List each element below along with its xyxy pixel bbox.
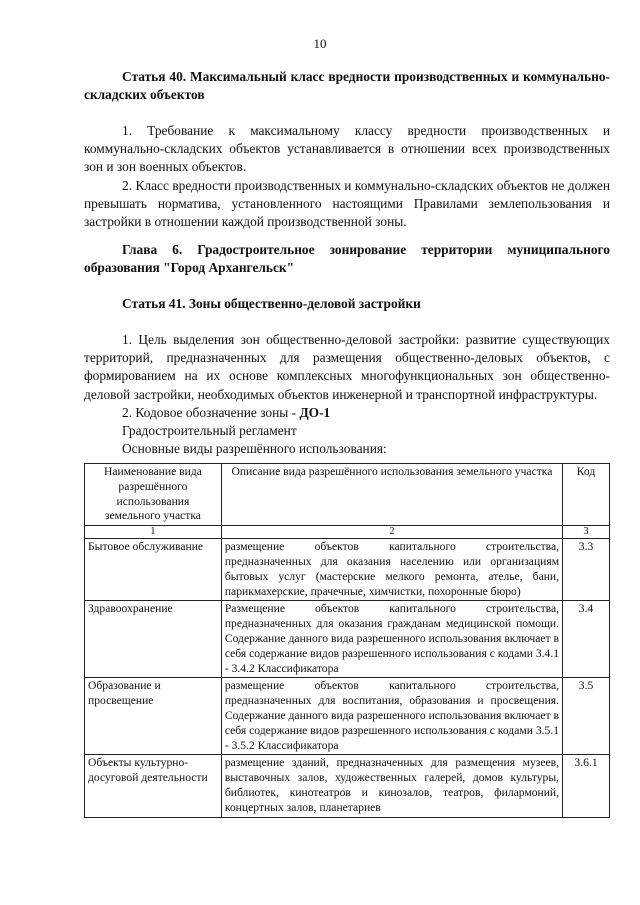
article-40-heading: Статья 40. Максимальный класс вредности производственных и коммунально-складских объектов	[84, 69, 610, 103]
header-description: Описание вида разрешённого использования земельного участка	[221, 464, 562, 526]
use-name: Объекты культурно-досуговой деятельности	[85, 755, 222, 817]
article-41-heading: Статья 41. Зоны общественно-деловой застройки	[122, 296, 421, 311]
column-number: 1	[85, 526, 222, 539]
use-name: Здравоохранение	[85, 601, 222, 678]
use-code: 3.4	[563, 601, 610, 678]
table-row	[85, 678, 610, 755]
use-code: 3.5	[563, 678, 610, 755]
use-description: размещение объектов капитального строительства, предназначенных для воспитания, образования и просвещения. Содержание данного вида разрешенного использования включает в себя содержание видов разрешенного использования с кодами 3.5.1 - 3.5.2 Классификатора	[221, 678, 562, 755]
use-description: Размещение объектов капитального строительства, предназначенных для оказания гражданам медицинской помощи. Содержание данного вида разрешенного использования включает в себя содержание видов разрешенного использования с кодами 3.4.1 - 3.4.2 Классификатора	[221, 601, 562, 678]
article-40-body	[84, 122, 610, 231]
table-column-numbers	[85, 526, 610, 539]
header-code: Код	[563, 464, 610, 526]
zone-code-line	[84, 404, 610, 422]
page-number: 10	[313, 36, 327, 51]
use-code: 3.3	[563, 539, 610, 601]
permitted-uses-table	[84, 463, 610, 818]
reglament-label: Градостроительный регламент	[122, 423, 297, 439]
article-41-paragraph-1: 1. Цель выделения зон общественно-деловой застройки: развитие существующих территорий, предназначенных для размещения общественно-деловых объектов, с формированием на их основе комплексных многофункциональных зон общественно-деловой застройки, необходимых объектов инженерной и транспортной инфраструктуры.	[84, 332, 610, 402]
table-header-row	[85, 464, 610, 526]
use-name: Бытовое обслуживание	[85, 539, 222, 601]
table-row	[85, 539, 610, 601]
article-40-paragraph-1: 1. Требование к максимальному классу вредности производственных и коммунально-складских объектов устанавливается в отношении всех производственных зон и зон военных объектов.	[84, 123, 610, 175]
use-name: Образование и просвещение	[85, 678, 222, 755]
main-uses-label: Основные виды разрешённого использования:	[122, 441, 387, 457]
header-name: Наименование вида разрешённого использования земельного участка	[85, 464, 222, 526]
column-number: 3	[563, 526, 610, 539]
article-40-paragraph-2: 2. Класс вредности производственных и коммунально-складских объектов не должен превышать норматива, установленного настоящими Правилами землепользования и застройки в отношении каждой производственной зоны.	[84, 177, 610, 230]
article-41-body	[84, 331, 610, 458]
use-code: 3.6.1	[563, 755, 610, 817]
use-description: размещение объектов капитального строительства, предназначенных для оказания населению или организациям бытовых услуг (мастерские мелкого ремонта, ателье, бани, парикмахерские, прачечные, химчистки, похоронные бюро)	[221, 539, 562, 601]
use-description: размещение зданий, предназначенных для размещения музеев, выставочных залов, художественных галерей, домов культуры, библиотек, кинотеатров и кинозалов, театров, филармоний, концертных залов, планетариев	[221, 755, 562, 817]
table-row	[85, 755, 610, 817]
chapter-6-heading: Глава 6. Градостроительное зонирование территории муниципального образования "Город Архангельск"	[84, 242, 610, 276]
column-number: 2	[221, 526, 562, 539]
zone-code-prefix: 2. Кодовое обозначение зоны -	[122, 404, 300, 420]
zone-code: ДО-1	[299, 404, 331, 420]
table-row	[85, 601, 610, 678]
